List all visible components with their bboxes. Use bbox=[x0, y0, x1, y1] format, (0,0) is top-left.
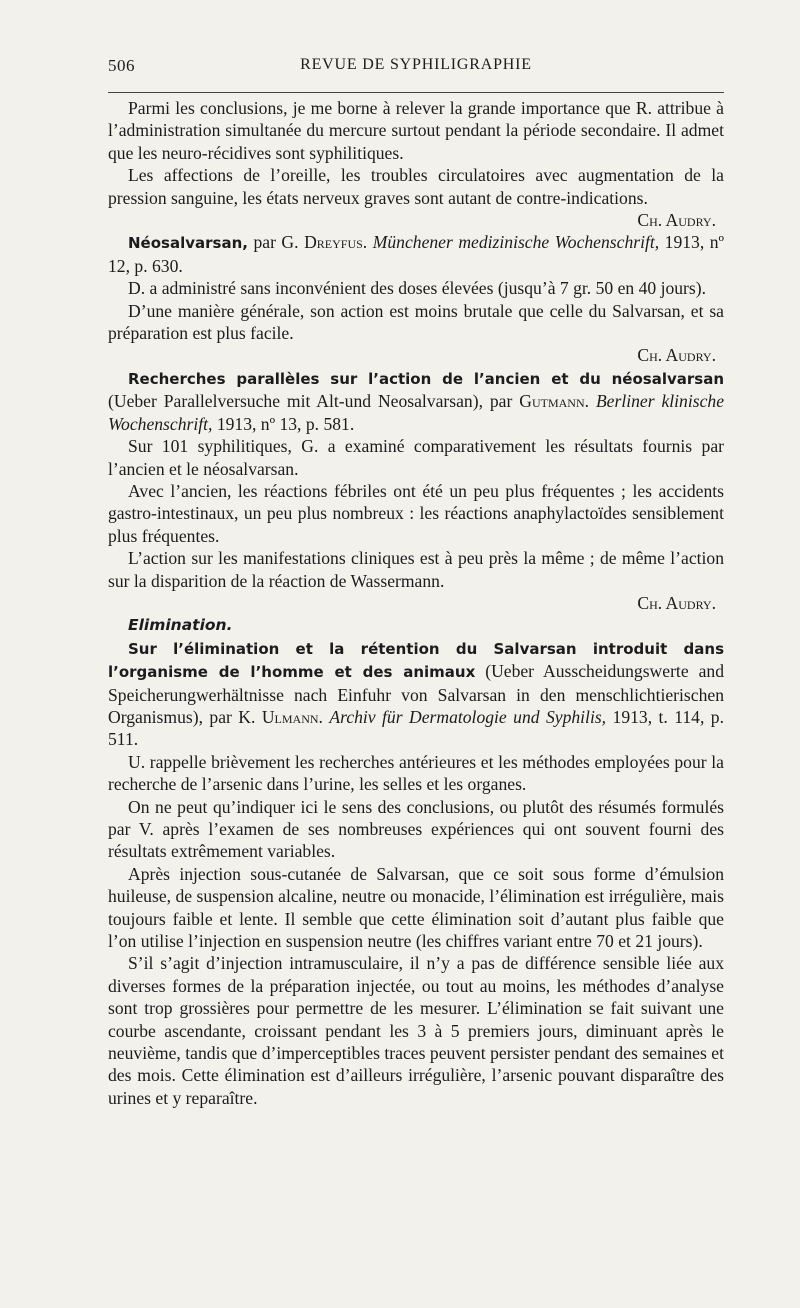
article-author: Dreyfus bbox=[304, 232, 363, 253]
article-heading: Recherches parallèles sur l’action de l’ancien et du néosalvarsan (Ueber Parallelversuche mit Alt-und Neosalvarsan), par Gutmann. Berliner klinische Wochenschrift, 1913, nº 13, p. 581. bbox=[108, 369, 725, 434]
signature: Ch. Audry. bbox=[637, 592, 716, 613]
page-header bbox=[108, 56, 724, 84]
article-title: Sur l’élimination et la rétention du Salvarsan introduit dans l’organisme de l’homme et des animaux bbox=[108, 639, 724, 682]
section-heading: Elimination. bbox=[128, 616, 233, 635]
paragraph: Après injection sous-cutanée de Salvarsan, que ce soit sous forme d’émulsion huileuse, de suspension alcaline, neutre ou monacide, l’élimination est irrégulière, mais toujours faible et lente. Il semble que cette élimination soit d’autant plus faible que l’on utilise l’injection en suspension neutre (les chiffres variant entre 70 et 21 jours). bbox=[108, 863, 724, 952]
paragraph: Les affections de l’oreille, les troubles circulatoires avec augmentation de la pression sanguine, les états nerveux graves sont autant de contre-indications. bbox=[108, 165, 724, 208]
article-title: Néosalvarsan, bbox=[128, 234, 248, 253]
paragraph: S’il s’agit d’injection intramusculaire, il n’y a pas de différence sensible liée aux diverses formes de la préparation injectée, ou tout au moins, les méthodes d’analyse sont trop grossières pour permettre de les mesurer. L’élimination se fait suivant une courbe ascendante, croissant pendant les 3 à 5 premiers jours, diminuant après le neuvième, tandis que d’imperceptibles traces peuvent persister pendant des semaines et des mois. Cette élimination est d’ailleurs irrégulière, l’arsenic pouvant disparaître des urines et y reparaître. bbox=[108, 953, 724, 1108]
journal-name: Münchener medizinische Wochenschrift, bbox=[372, 232, 660, 253]
article-body bbox=[108, 97, 724, 1109]
paragraph: U. rappelle brièvement les recherches antérieures et les méthodes employées pour la recherche de l’arsenic dans l’urine, les selles et les organes. bbox=[108, 751, 724, 795]
article-author: Ulmann bbox=[261, 706, 319, 727]
paragraph: Sur 101 syphilitiques, G. a examiné comparativement les résultats fournis par l’ancien et le néosalvarsan. bbox=[108, 436, 724, 479]
journal-name: Berliner klinische Wochenschrift, bbox=[108, 391, 725, 434]
article-heading: Sur l’élimination et la rétention du Salvarsan introduit dans l’organisme de l’homme et des animaux (Ueber Ausscheidungswerte and Speicherungwerhältnisse nach Einfuhr von Salvarsan in den menschlichtierischen Organismus), par K. Ulmann. Archiv für Dermatologie und Syphilis, 1913, t. 114, p. 511. bbox=[108, 639, 725, 750]
header-rule bbox=[108, 92, 724, 93]
article-title: Recherches parallèles sur l’action de l’ancien et du néosalvarsan bbox=[128, 369, 724, 388]
signature: Ch. Audry. bbox=[637, 210, 716, 231]
paragraph: On ne peut qu’indiquer ici le sens des conclusions, ou plutôt des résumés formulés par V. après l’examen de ses nombreuses expériences qui ont souvent fourni des résultats extrêmement variables. bbox=[108, 796, 724, 862]
journal-ref: 1913, t. 114, p. 511. bbox=[108, 706, 725, 750]
article-author: Gutmann bbox=[519, 391, 585, 412]
paragraph: Avec l’ancien, les réactions fébriles ont été un peu plus fréquentes ; les accidents gastro-intestinaux, un peu plus nombreux : les réactions anaphylactoïdes sensiblement plus fréquentes. bbox=[108, 480, 724, 546]
signature: Ch. Audry. bbox=[637, 345, 716, 366]
paragraph: D. a administré sans inconvénient des doses élevées (jusqu’à 7 gr. 50 en 40 jours). bbox=[128, 278, 707, 299]
paragraph: L’action sur les manifestations cliniques est à peu près la même ; de même l’action sur la disparition de la réaction de Wassermann. bbox=[108, 548, 724, 591]
journal-name: Archiv für Dermatologie und Syphilis, bbox=[329, 706, 607, 727]
paragraph: D’une manière générale, son action est moins brutale que celle du Salvarsan, et sa préparation est plus facile. bbox=[108, 300, 724, 344]
paragraph: Parmi les conclusions, je me borne à relever la grande importance que R. attribue à l’administration simultanée du mercure surtout pendant la période secondaire. Il admet que les neuro-récidives sont syphilitiques. bbox=[108, 98, 724, 163]
running-title: REVUE DE SYPHILIGRAPHIE bbox=[300, 56, 532, 73]
journal-ref: 1913, nº 12, p. 630. bbox=[108, 232, 725, 276]
journal-ref: 1913, nº 13, p. 581. bbox=[212, 413, 355, 434]
page bbox=[108, 56, 724, 1109]
article-heading: Néosalvarsan, par G. Dreyfus. Münchener medizinische Wochenschrift, 1913, nº 12, p. 630. bbox=[108, 232, 725, 276]
page-number: 506 bbox=[108, 56, 135, 75]
